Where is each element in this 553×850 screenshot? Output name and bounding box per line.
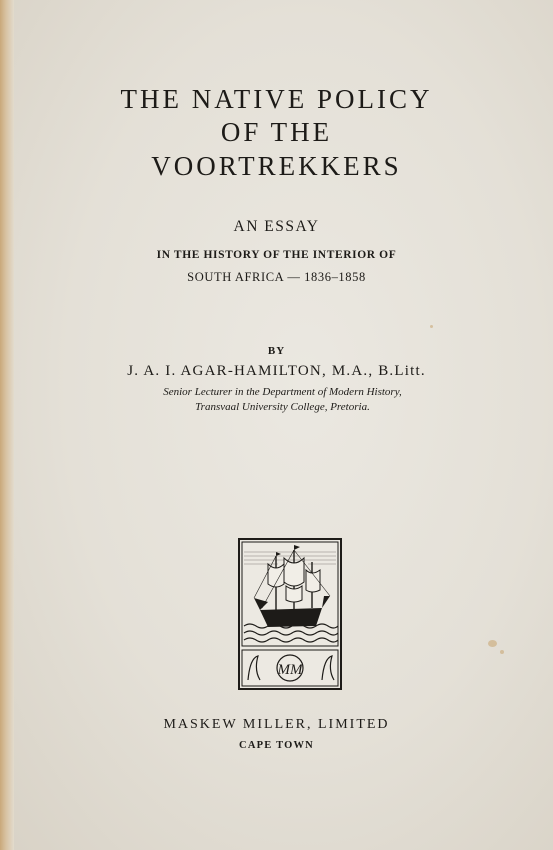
- title-line-2: OF THE: [220, 117, 333, 147]
- byline-by: BY: [267, 345, 286, 357]
- subtitle-essay: AN ESSAY: [233, 218, 320, 235]
- subtitle-history: IN THE HISTORY OF THE INTERIOR OF: [156, 249, 397, 261]
- author-name: J. A. I. AGAR-HAMILTON, M.A., B.Litt.: [127, 363, 426, 379]
- title-line-3: VOORTREKKERS: [151, 151, 402, 181]
- foxing-spot: [500, 650, 504, 654]
- subtitle-region: SOUTH AFRICA — 1836–1858: [187, 270, 366, 284]
- publisher-name: MASKEW MILLER, LIMITED: [163, 717, 390, 732]
- foxing-spot: [488, 640, 497, 647]
- author-position-1: Senior Lecturer in the Department of Modern History,: [163, 386, 402, 398]
- publisher-city: CAPE TOWN: [239, 740, 314, 751]
- foxing-spot: [430, 325, 433, 328]
- ship-printers-device-icon: [238, 538, 342, 690]
- title-line-1: THE NATIVE POLICY: [120, 84, 433, 114]
- author-position-2: Transvaal University College, Pretoria.: [195, 401, 370, 413]
- device-monogram: MM: [277, 662, 303, 678]
